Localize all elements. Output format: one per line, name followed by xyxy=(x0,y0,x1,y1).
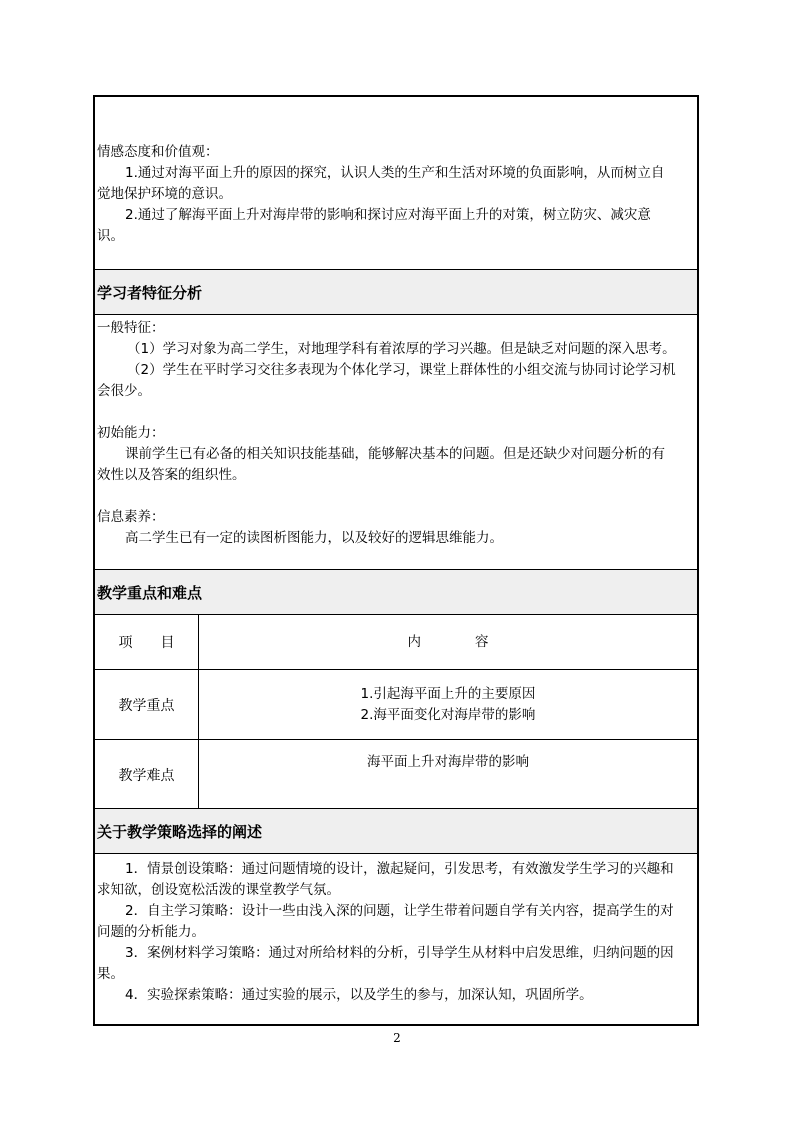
learner-section xyxy=(95,318,697,549)
emotion-line: 识。 xyxy=(97,228,124,244)
info-heading: 信息素养： xyxy=(97,509,165,525)
difficulty-content xyxy=(199,740,697,809)
emotion-line: 1.通过对海平面上升的原因的探究，认识人类的生产和生活对环境的负面影响，从而树立自 xyxy=(125,165,665,181)
column-header-content xyxy=(199,615,697,669)
strategy-section xyxy=(95,859,697,1006)
general-line: （2）学生在平时学习交往多表现为个体化学习，课堂上群体性的小组交流与协同讨论学习机 xyxy=(127,362,676,378)
focus-line: 1.引起海平面上升的主要原因 xyxy=(360,685,536,702)
strategy-line: 果。 xyxy=(97,966,124,982)
learner-title: 学习者特征分析 xyxy=(97,283,203,302)
strategy-line: 2．自主学习策略：设计一些由浅入深的问题，让学生带着问题自学有关内容，提高学生的对 xyxy=(125,903,674,919)
emotion-heading: 情感态度和价值观： xyxy=(97,144,219,160)
strategy-line: 4．实验探索策略：通过实验的展示，以及学生的参与，加深认知，巩固所学。 xyxy=(125,987,593,1003)
document-table xyxy=(93,95,699,1026)
strategy-section-header xyxy=(95,808,697,854)
focus-content xyxy=(199,670,697,739)
page-number: 2 xyxy=(393,1031,401,1045)
ability-line: 效性以及答案的组织性。 xyxy=(97,467,246,483)
table-row xyxy=(95,670,697,740)
ability-line: 课前学生已有必备的相关知识技能基础，能够解决基本的问题。但是还缺少对问题分析的有 xyxy=(125,446,665,462)
table-header-row xyxy=(95,615,697,670)
keypoints-title: 教学重点和难点 xyxy=(97,583,203,602)
table-row xyxy=(95,740,697,809)
focus-line: 2.海平面变化对海岸带的影响 xyxy=(360,706,536,723)
learner-section-header xyxy=(95,269,697,315)
strategy-line: 1．情景创设策略：通过问题情境的设计，激起疑问，引发思考，有效激发学生学习的兴趣和 xyxy=(125,861,674,877)
focus-label: 教学重点 xyxy=(95,670,199,739)
emotion-section xyxy=(95,142,697,247)
emotion-line: 觉地保护环境的意识。 xyxy=(97,186,232,202)
info-line: 高二学生已有一定的读图析图能力，以及较好的逻辑思维能力。 xyxy=(125,530,503,546)
strategy-line: 求知欲，创设宽松活泼的课堂教学气氛。 xyxy=(97,882,340,898)
strategy-line: 问题的分析能力。 xyxy=(97,924,205,940)
ability-heading: 初始能力： xyxy=(97,425,165,441)
column-header-item: 项 目 xyxy=(95,615,199,669)
keypoints-table xyxy=(95,615,697,809)
emotion-line: 2.通过了解海平面上升对海岸带的影响和探讨应对海平面上升的对策，树立防灾、减灾意 xyxy=(125,207,651,223)
strategy-title: 关于教学策略选择的阐述 xyxy=(97,822,263,841)
general-heading: 一般特征： xyxy=(97,320,165,336)
strategy-line: 3．案例材料学习策略：通过对所给材料的分析，引导学生从材料中启发思维，归纳问题的因 xyxy=(125,945,674,961)
column-header-content-label: 内 容 xyxy=(407,633,489,650)
keypoints-section-header xyxy=(95,569,697,615)
difficulty-line: 海平面上升对海岸带的影响 xyxy=(367,754,529,770)
general-line: 会很少。 xyxy=(97,383,151,399)
general-line: （1）学习对象为高二学生，对地理学科有着浓厚的学习兴趣。但是缺乏对问题的深入思考。 xyxy=(127,341,676,357)
difficulty-label: 教学难点 xyxy=(95,740,199,809)
